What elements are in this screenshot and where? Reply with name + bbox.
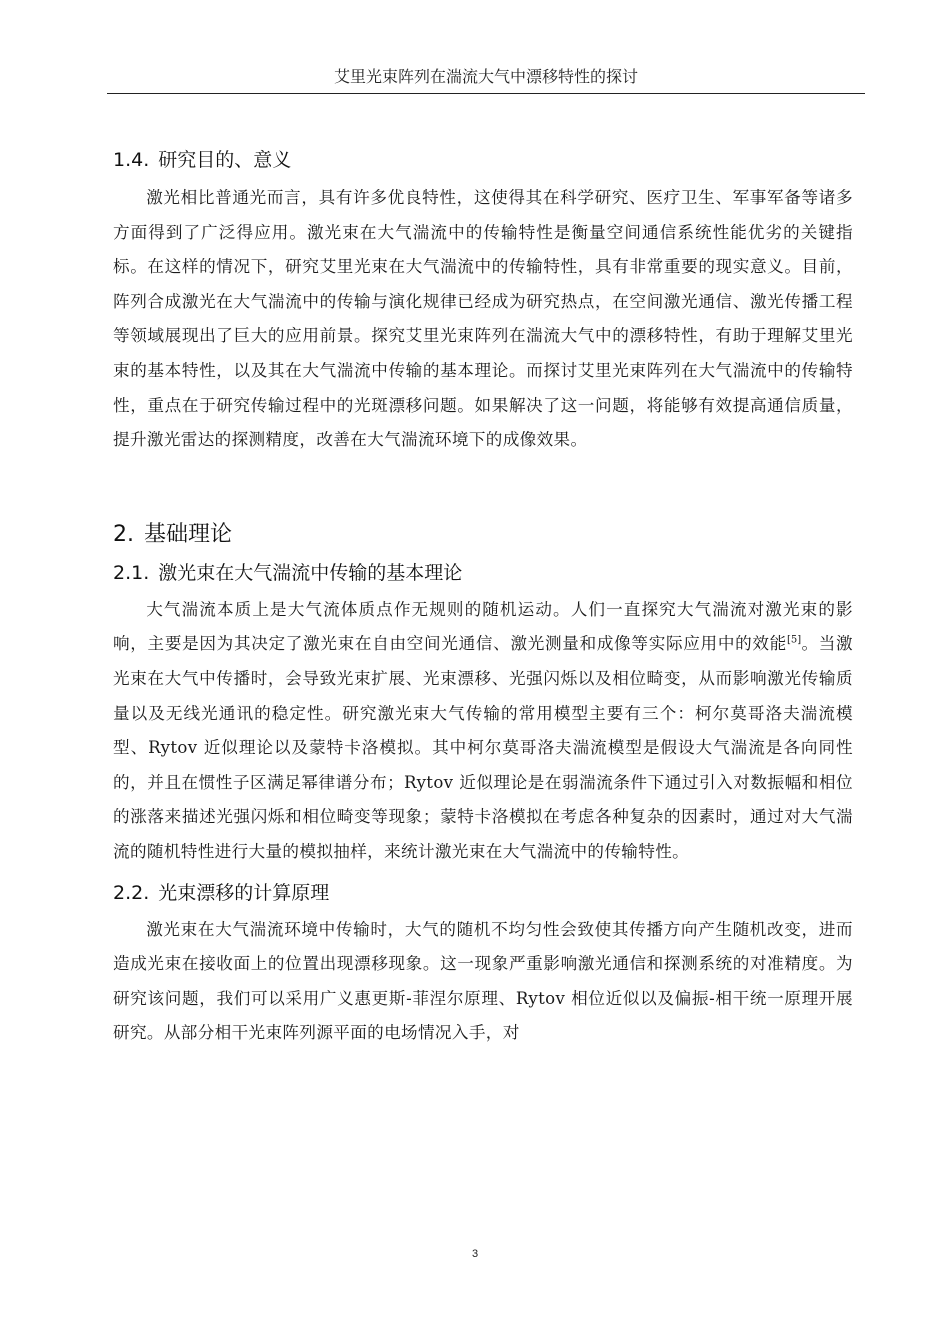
section-2-1-number: 2.1. [113,561,150,584]
main-content [113,140,853,1051]
running-header: 艾里光束阵列在湍流大气中漂移特性的探讨 [333,67,638,86]
section-1-4-heading [113,147,853,173]
section-2-heading [113,520,853,550]
section-2-2-paragraph: 激光束在大气湍流环境中传输时，大气的随机不均匀性会致使其传播方向产生随机改变，进而造成光束在接收面上的位置出现漂移现象。这一现象严重影响激光通信和探测系统的对准精度。为研究该问题，我们可以采用广义惠更斯-菲涅尔原理、Rytov 相位近似以及偏振-相干统一原理开展研究。从部分相干光束阵列源平面的电场情况入手，对 [113,919,853,1043]
section-2-1-title: 激光束在大气湍流中传输的基本理论 [158,561,463,584]
section-1-4-number: 1.4. [113,149,150,171]
section-2-1-paragraph [113,593,853,870]
section-2-title: 基础理论 [144,521,233,547]
section-2-2-number: 2.2. [113,881,150,904]
citation-reference: [5] [786,634,802,646]
section-2-number: 2. [113,521,134,547]
section-2-2-heading [113,880,853,906]
section-2-1-text-b: 。当激光束在大气中传播时，会导致光束扩展、光束漂移、光强闪烁以及相位畸变，从而影响激光传输质量以及无线光通讯的稳定性。研究激光束大气传输的常用模型主要有三个：柯尔莫哥洛夫湍流模型、Rytov 近似理论以及蒙特卡洛模拟。其中柯尔莫哥洛夫湍流模型是假设大气湍流是各向同性的，并且在惯性子区满足幂律谱分布；Rytov 近似理论是在弱湍流条件下通过引入对数振幅和相位的涨落来描述光强闪烁和相位畸变等现象；蒙特卡洛模拟在考虑各种复杂的因素时，通过对大气湍流的随机特性进行大量的模拟抽样，来统计激光束在大气湍流中的传输特性。 [113,634,853,861]
section-1-4-paragraph: 激光相比普通光而言，具有许多优良特性，这使得其在科学研究、医疗卫生、军事军备等诸多方面得到了广泛得应用。激光束在大气湍流中的传输特性是衡量空间通信系统性能优劣的关键指标。在这样的情况下，研究艾里光束在大气湍流中的传输特性，具有非常重要的现实意义。目前，阵列合成激光在大气湍流中的传输与演化规律已经成为研究热点，在空间激光通信、激光传播工程等领域展现出了巨大的应用前景。探究艾里光束阵列在湍流大气中的漂移特性，有助于理解艾里光束的基本特性，以及其在大气湍流中传输的基本理论。而探讨艾里光束阵列在大气湍流中的传输特性，重点在于研究传输过程中的光斑漂移问题。如果解决了这一问题，将能够有效提高通信质量，提升激光雷达的探测精度，改善在大气湍流环境下的成像效果。 [113,188,853,450]
page-number: 3 [471,1248,479,1260]
section-2-2-title: 光束漂移的计算原理 [158,881,330,904]
header-rule [107,93,865,94]
section-2-1-text-a: 大气湍流本质上是大气流体质点作无规则的随机运动。人们一直探究大气湍流对激光束的影响，主要是因为其决定了激光束在自由空间光通信、激光测量和成像等实际应用中的效能 [113,599,853,654]
section-1-4-title: 研究目的、意义 [158,149,292,171]
section-2-1-heading [113,560,853,586]
